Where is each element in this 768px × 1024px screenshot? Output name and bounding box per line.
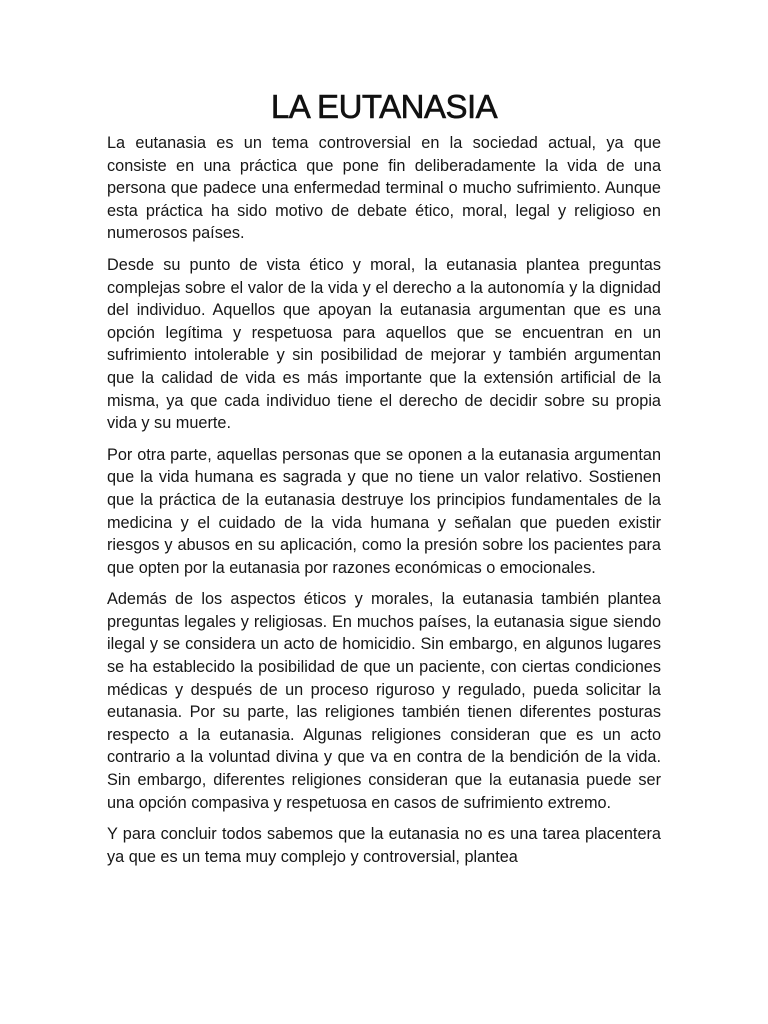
paragraph-legal-religious: Además de los aspectos éticos y morales, la eutanasia también plantea preguntas legales y religiosas. En muchos países, la eutanasia sigue siendo ilegal y se considera un acto de homicidio. Sin embargo, en algunos lugares se ha establecido la posibilidad de que un paciente, con ciertas condiciones médicas y después de un proceso riguroso y regulado, pueda solicitar la eutanasia. Por su parte, las religiones también tienen diferentes posturas respecto a la eutanasia. Algunas religiones consideran que es un acto contrario a la voluntad divina y que va en contra de la bendición de la vida. Sin embargo, diferentes religiones consideran que la eutanasia puede ser una opción compasiva y respetuosa en casos de sufrimiento extremo. [107, 590, 661, 812]
paragraph-conclusion: Y para concluir todos sabemos que la eutanasia no es una tarea placentera ya que es un tema muy complejo y controversial, plantea [107, 825, 661, 866]
paragraph-opposition: Por otra parte, aquellas personas que se oponen a la eutanasia argumentan que la vida humana es sagrada y que no tiene un valor relativo. Sostienen que la práctica de la eutanasia destruye los principios fundamentales de la medicina y el cuidado de la vida humana y señalan que pueden existir riesgos y abusos en su aplicación, como la presión sobre los pacientes para que opten por la eutanasia por razones económicas o emocionales. [107, 445, 661, 577]
paragraph-intro: La eutanasia es un tema controversial en la sociedad actual, ya que consiste en una práctica que pone fin deliberadamente la vida de una persona que padece una enfermedad terminal o mucho sufrimiento. Aunque esta práctica ha sido motivo de debate ético, moral, legal y religioso en numerosos países. [107, 134, 661, 243]
document-body [107, 88, 661, 877]
document-title: LA EUTANASIA [270, 88, 498, 125]
paragraph-ethics: Desde su punto de vista ético y moral, la eutanasia plantea preguntas complejas sobre el valor de la vida y el derecho a la autonomía y la dignidad del individuo. Aquellos que apoyan la eutanasia argumentan que es una opción legítima y respetuosa para aquellos que se encuentran en un sufrimiento intolerable y sin posibilidad de mejorar y también argumentan que la calidad de vida es más importante que la extensión artificial de la misma, ya que cada individuo tiene el derecho de decidir sobre su propia vida y su muerte. [107, 255, 661, 433]
